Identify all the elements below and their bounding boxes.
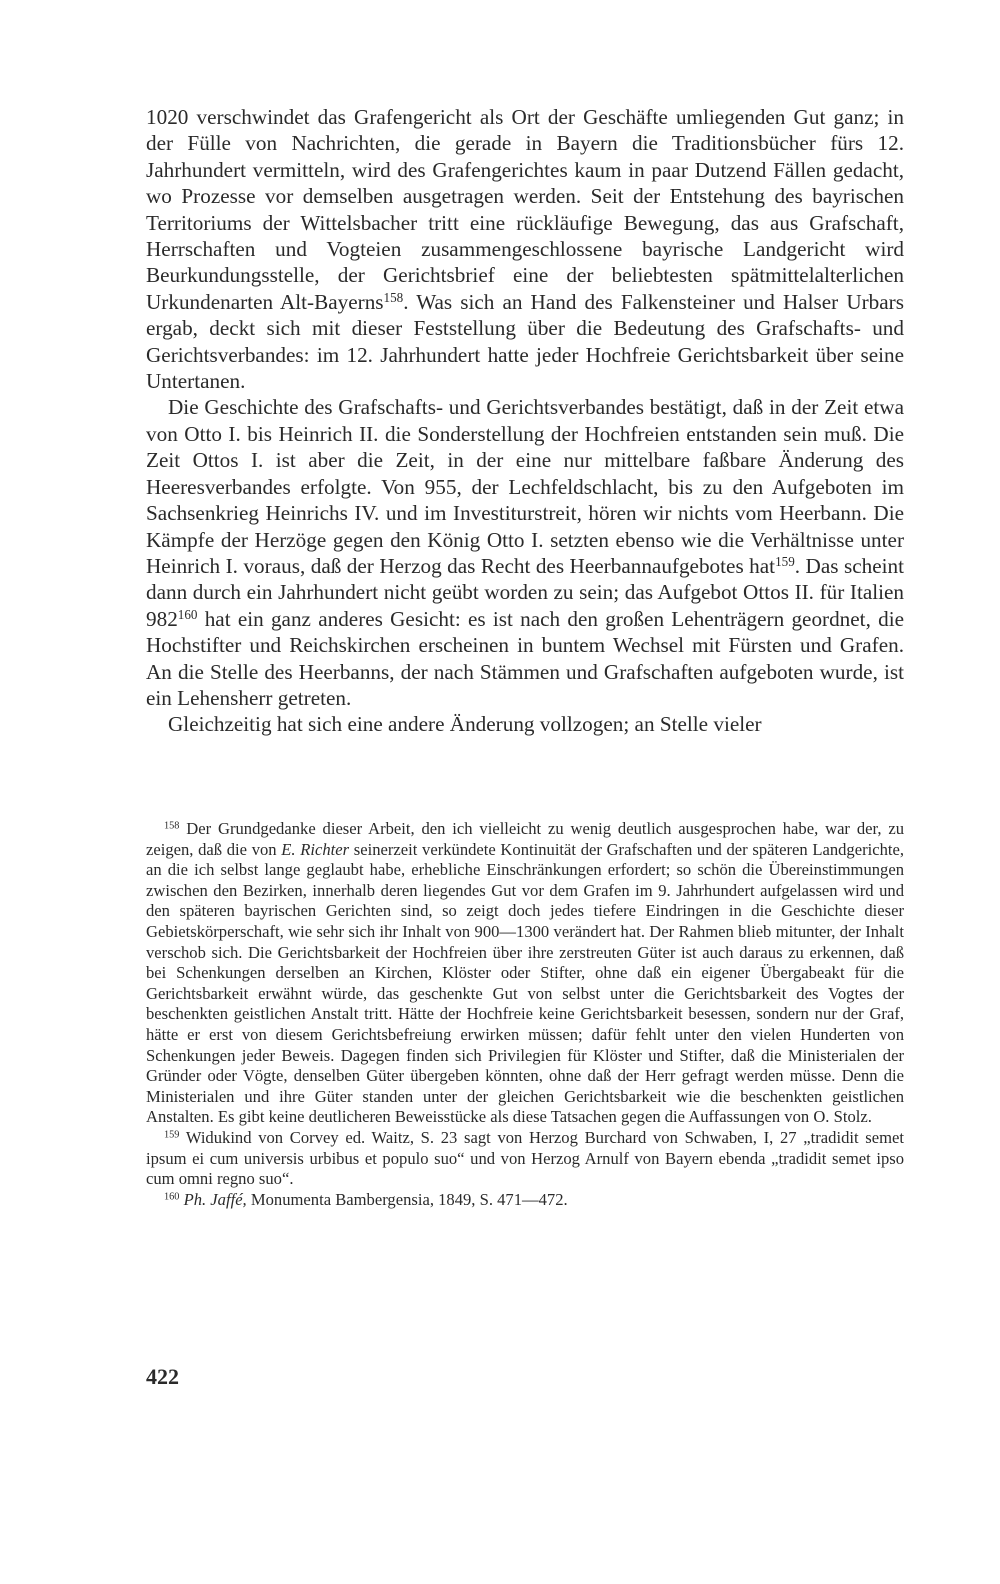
footnote-number: 160 xyxy=(164,1191,180,1203)
footnote-160: $^{160}$ Ph. Jaffé, Monumenta Bambergensia, 1849, S. 471—472. xyxy=(164,1189,568,1209)
footnote-ref-159[interactable]: 159 xyxy=(775,553,795,569)
paragraph-1: 1020 verschwindet das Grafengericht als Ort der Geschäfte umliegenden Gut ganz; in der Fülle von Nachrichten, die gerade in Bayern die Traditionsbücher fürs 12. Jahrhundert vermitteln, wird des Grafengerichtes kaum in paar Dutzend Fällen gedacht, wo Prozesse vor demselben ausgetragen werden. Seit der Entstehung des bayrischen Territoriums der Wittelsbacher tritt eine rückläufige Bewegung, das aus Grafschaft, Herrschaften und Vogteien zusammengeschlossene bayrische Landgericht wird Beurkundungsstelle, der Gerichtsbrief eine der beliebtesten spätmittelalterlichen Urkundenarten Alt-Bayerns$^{158}$. Was sich an Hand des Falkensteiner und Halser Urbars ergab, deckt sich mit dieser Feststellung über die Bedeutung des Grafschafts- und Gerichtsverbandes: im 12. Jahrhundert hatte jeder Hochfreie Gerichtsbarkeit über seine Untertanen. xyxy=(146,105,904,394)
footnote-159: $^{159}$ Widukind von Corvey ed. Waitz, S. 23 sagt von Herzog Burchard von Schwaben, I, 27 „tradidit semet ipsum ei cum universis urbibus et populo suo“ und von Herzog Arnulf von Bayern ebenda „tradidit semet ipso cum omni regno suo“. xyxy=(146,1127,904,1189)
footnote-158: $^{158}$ Der Grundgedanke dieser Arbeit, den ich vielleicht zu wenig deutlich ausgesprochen habe, war der, zu zeigen, daß die von E. Richter seinerzeit verkündete Kontinuität der Grafschaften und der späteren Landgerichte, an die ich selbst lange geglaubt habe, erhebliche Einschränkungen erfordert; so schön die Übereinstimmungen zwischen den Bezirken, innerhalb deren liegendes Gut vor dem Grafen im 9. Jahrhundert aufgelassen wird und den späteren bayrischen Gerichten sind, so zeigt doch jedes tiefere Eindringen in die Geschichte dieser Gebietskörperschaft, wie sehr sich ihr Inhalt von 900—1300 verändert hat. Der Rahmen blieb mitunter, der Inhalt verschob sich. Die Gerichtsbarkeit der Hochfreien über ihre zerstreuten Güter ist auch daraus zu erkennen, daß bei Schenkungen derselben an Kirchen, Klöster oder Stifter, ohne daß ein eigener Übergabeakt für die Gerichtsbarkeit erwähnt würde, das geschenkte Gut von selbst unter die Gerichtsbarkeit des Vogtes der beschenkten geistlichen Anstalt tritt. Hätte der Hochfreie keine Gerichtsbarkeit besessen, sondern nur der Graf, hätte er erst von diesem Gerichtsbefreiung erwirken müssen; dafür fehlt unter den vielen Hunderten von Schenkungen jeder Beweis. Dagegen finden sich Privilegien für Klöster und Stifter, daß die Ministerialen der Gründer oder Vögte, denselben Güter übergeben könnten, ohne daß der Herr gefragt werden müsse. Denn die Ministerialen und ihre Güter standen unter der gleichen Gerichtsbarkeit wie die beschenkten geistlichen Anstalten. Es gibt keine deutlicheren Beweisstücke als diese Tatsachen gegen die Auffassungen von O. Stolz. xyxy=(146,819,905,1127)
page-number: 422 xyxy=(146,1364,179,1389)
paragraph-3: Gleichzeitig hat sich eine andere Änderung vollzogen; an Stelle vieler xyxy=(168,712,762,737)
footnote-number: 158 xyxy=(164,820,180,832)
footnote-ref-158[interactable]: 158 xyxy=(383,289,404,305)
author-name: Ph. Jaffé, xyxy=(183,1189,247,1209)
footnote-ref-160[interactable]: 160 xyxy=(177,606,198,622)
footnotes xyxy=(146,819,904,1210)
paragraph-2: Die Geschichte des Grafschafts- und Gerichtsverbandes bestätigt, daß in der Zeit etwa von Otto I. bis Heinrich II. die Sonderstellung der Hochfreien entstanden sein muß. Die Zeit Ottos I. ist aber die Zeit, in der eine nur mittelbare faßbare Änderung des Heeresverbandes erfolgte. Von 955, der Lechfeldschlacht, bis zu den Aufgeboten im Sachsenkrieg Heinrichs IV. und im Investiturstreit, hören wir nichts vom Heerbann. Die Kämpfe der Herzöge gegen den König Otto I. setzten ebenso wie die Verhältnisse unter Heinrich I. voraus, daß der Herzog das Recht des Heerbannaufgebotes hat$^{159}$. Das scheint dann durch ein Jahrhundert nicht geübt worden zu sein; das Aufgebot Ottos II. für Italien $982^{160}$ hat ein ganz anderes Gesicht: es ist nach den großen Lehenträgern geordnet, die Hochstifter und Reichskirchen erscheinen in buntem Wechsel mit Fürsten und Grafen. An die Stelle des Heerbanns, der nach Stämmen und Grafschaften aufgeboten wurde, ist ein Lehensherr getreten. xyxy=(146,395,904,710)
author-name: E. Richter xyxy=(281,839,350,859)
footnote-number: 159 xyxy=(164,1129,180,1141)
main-text xyxy=(146,104,904,738)
